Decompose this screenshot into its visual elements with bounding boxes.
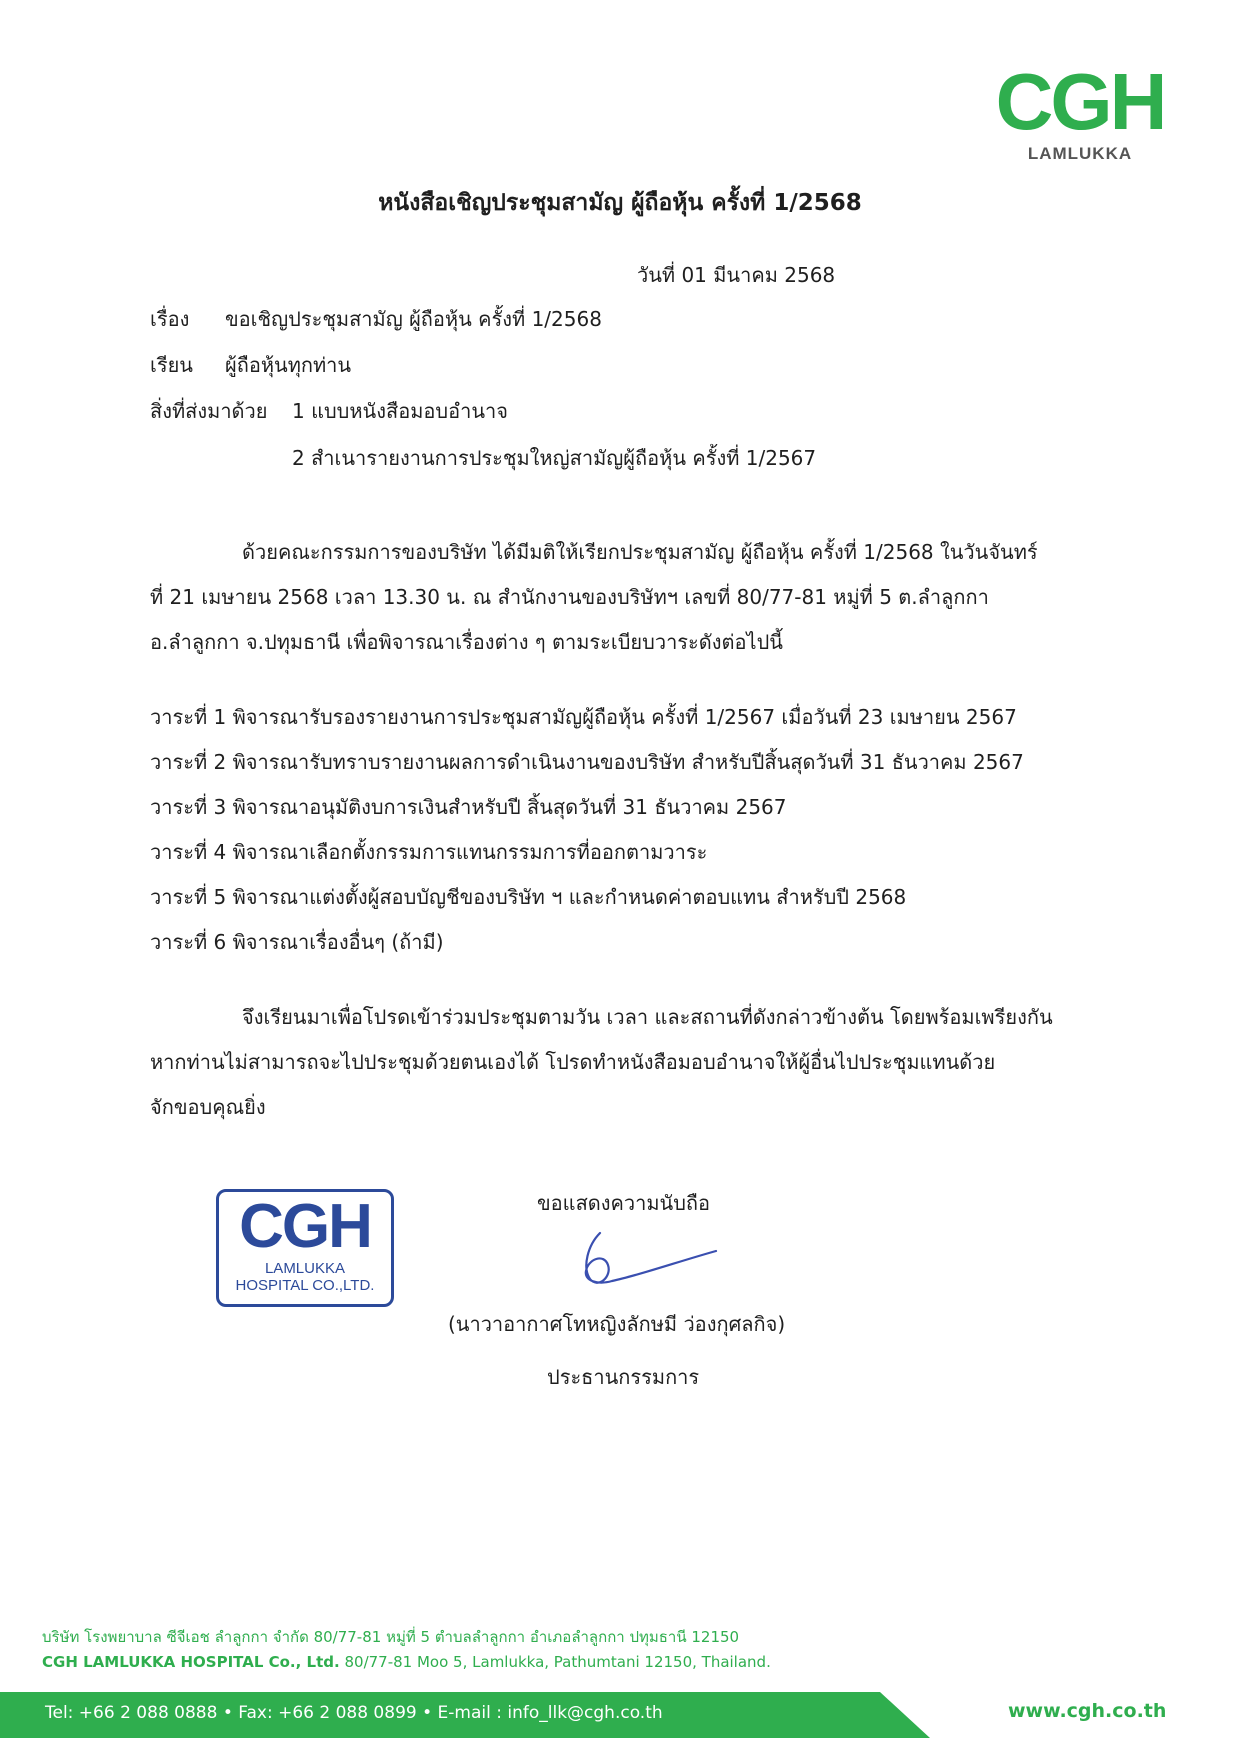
signatory-name: (นาวาอากาศโทหญิงลักษมี ว่องกุศลกิจ) — [448, 1312, 786, 1336]
regards-text: ขอแสดงความนับถือ — [537, 1191, 711, 1215]
footer-company-name: CGH LAMLUKKA HOSPITAL Co., Ltd. — [42, 1653, 340, 1671]
agenda-item: วาระที่ 5 พิจารณาแต่งตั้งผู้สอบบัญชีของบริษัท ฯ และกำหนดค่าตอบแทน สำหรับปี 2568 — [150, 885, 907, 909]
closing-line: จึงเรียนมาเพื่อโปรดเข้าร่วมประชุมตามวัน เวลา และสถานที่ดังกล่าวข้างต้น โดยพร้อมเพรียงกัน — [242, 1005, 1053, 1029]
footer-address: 80/77-81 Moo 5, Lamlukka, Pathumtani 12150, Thailand. — [344, 1653, 771, 1671]
attachments-label: สิ่งที่ส่งมาด้วย — [150, 399, 268, 423]
subject-text: ขอเชิญประชุมสามัญ ผู้ถือหุ้น ครั้งที่ 1/2568 — [225, 307, 602, 331]
closing-line: จักขอบคุณยิ่ง — [150, 1095, 266, 1119]
recipient-label: เรียน — [150, 353, 193, 377]
recipient-text: ผู้ถือหุ้นทุกท่าน — [225, 353, 352, 377]
intro-line: อ.ลำลูกกา จ.ปทุมธานี เพื่อพิจารณาเรื่องต่าง ๆ ตามระเบียบวาระดังต่อไปนี้ — [150, 630, 783, 654]
agenda-item: วาระที่ 1 พิจารณารับรองรายงานการประชุมสามัญผู้ถือหุ้น ครั้งที่ 1/2567 เมื่อวันที่ 23 เมษายน 2567 — [150, 705, 1017, 729]
agenda-item: วาระที่ 4 พิจารณาเลือกตั้งกรรมการแทนกรรมการที่ออกตามวาระ — [150, 840, 708, 864]
signatory-position: ประธานกรรมการ — [547, 1365, 700, 1389]
letter-title: หนังสือเชิญประชุมสามัญ ผู้ถือหุ้น ครั้งที่ 1/2568 — [378, 190, 862, 216]
stamp-mark: CGH — [239, 1192, 371, 1261]
logo-mark: CGH — [995, 57, 1165, 146]
footer-contact-info: Tel: +66 2 088 0888 • Fax: +66 2 088 0899 • E-mail : info_llk@cgh.co.th — [45, 1703, 663, 1723]
letter-date: วันที่ 01 มีนาคม 2568 — [637, 263, 836, 287]
agenda-item: วาระที่ 6 พิจารณาเรื่องอื่นๆ (ถ้ามี) — [150, 930, 444, 954]
intro-line: ที่ 21 เมษายน 2568 เวลา 13.30 น. ณ สำนักงานของบริษัทฯ เลขที่ 80/77-81 หมู่ที่ 5 ต.ลำลูกกา — [150, 585, 989, 609]
footer-website: www.cgh.co.th — [1008, 1700, 1167, 1722]
agenda-item: วาระที่ 2 พิจารณารับทราบรายงานผลการดำเนินงานของบริษัท สำหรับปีสิ้นสุดวันที่ 31 ธันวาคม 2567 — [150, 750, 1024, 774]
stamp-line: HOSPITAL CO.,LTD. — [235, 1277, 375, 1294]
intro-line: ด้วยคณะกรรมการของบริษัท ได้มีมติให้เรียกประชุมสามัญ ผู้ถือหุ้น ครั้งที่ 1/2568 ในวันจันทร์ — [242, 540, 1038, 564]
company-stamp — [216, 1189, 394, 1307]
footer-thai-address: บริษัท โรงพยาบาล ซีจีเอช ลำลูกกา จำกัด 80/77-81 หมู่ที่ 5 ตำบลลำลูกกา อำเภอลำลูกกา ปทุมธานี 12150 — [42, 1628, 740, 1646]
company-logo — [990, 57, 1170, 164]
footer-english-address — [42, 1653, 771, 1671]
subject-label: เรื่อง — [150, 307, 190, 331]
signature — [570, 1225, 720, 1295]
attachment-item: 1 แบบหนังสือมอบอำนาจ — [292, 399, 508, 423]
agenda-item: วาระที่ 3 พิจารณาอนุมัติงบการเงินสำหรับปี สิ้นสุดวันที่ 31 ธันวาคม 2567 — [150, 795, 787, 819]
stamp-line: LAMLUKKA — [264, 1260, 346, 1277]
logo-subtitle: LAMLUKKA — [1027, 144, 1133, 163]
closing-line: หากท่านไม่สามารถจะไปประชุมด้วยตนเองได้ โปรดทำหนังสือมอบอำนาจให้ผู้อื่นไปประชุมแทนด้วย — [150, 1050, 996, 1074]
attachment-item: 2 สำเนารายงานการประชุมใหญ่สามัญผู้ถือหุ้น ครั้งที่ 1/2567 — [292, 446, 817, 470]
